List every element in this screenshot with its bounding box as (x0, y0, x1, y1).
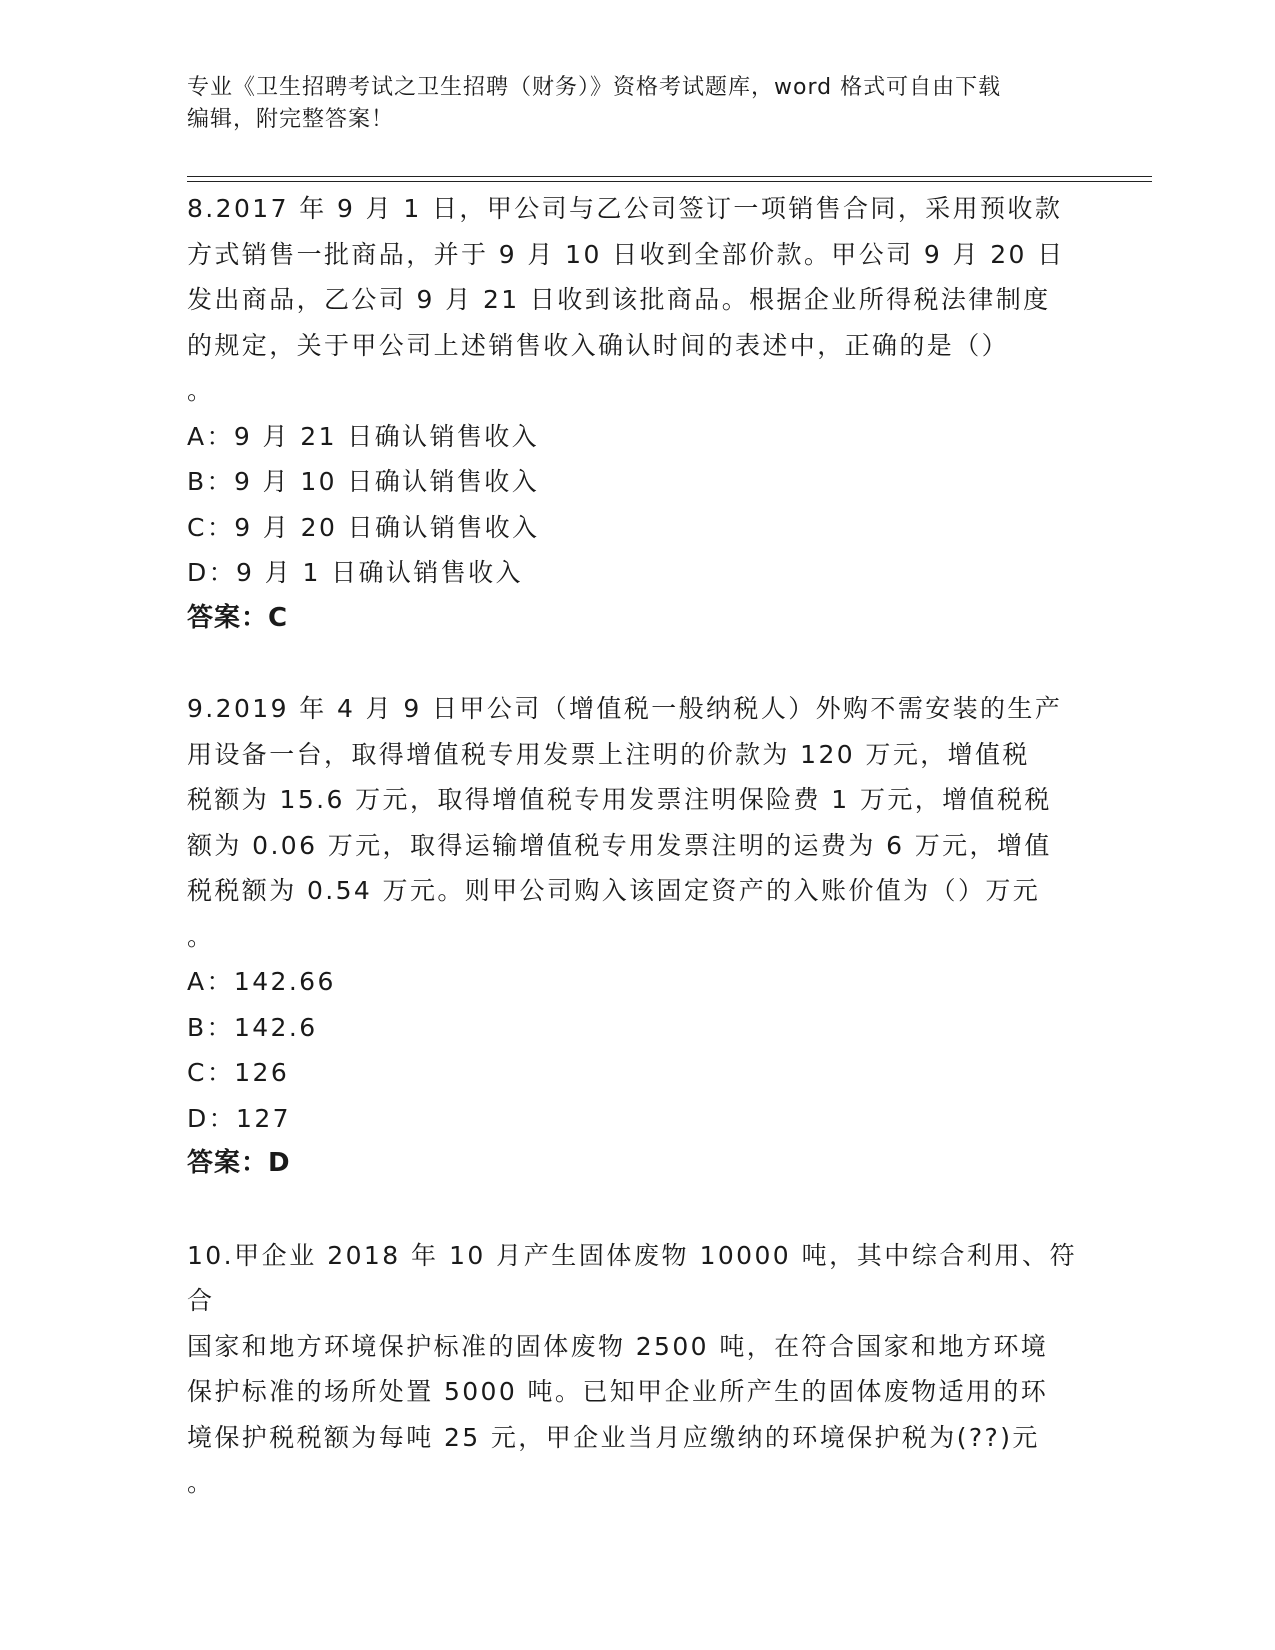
question-spacer (187, 641, 1077, 686)
question-list (187, 186, 1077, 1506)
document-header (187, 72, 1057, 136)
question-stem-line: 税税额为 0.54 万元。则甲公司购入该固定资产的入账价值为（）万元 (187, 876, 1041, 905)
option-a: A：142.66 (187, 967, 336, 996)
option-c: C：9 月 20 日确认销售收入 (187, 512, 540, 542)
question-stem-line: 的规定，关于甲公司上述销售收入确认时间的表述中，正确的是（） (187, 330, 1010, 360)
header-line-2: 编辑，附完整答案！ (187, 107, 395, 132)
option-b: B：9 月 10 日确认销售收入 (187, 467, 540, 496)
option-d: D：9 月 1 日确认销售收入 (187, 558, 523, 587)
question-spacer (187, 1187, 1077, 1233)
option-a: A：9 月 21 日确认销售收入 (187, 421, 540, 451)
question-stem-line: 10.甲企业 2018 年 10 月产生固体废物 10000 吨，其中综合利用、符合 (187, 1240, 1077, 1315)
question-stem-line: 用设备一台，取得增值税专用发票上注明的价款为 120 万元，增值税 (187, 739, 1030, 769)
question-stem-line: 税额为 15.6 万元，取得增值税专用发票注明保险费 1 万元，增值税税 (187, 785, 1052, 814)
question-10 (187, 1233, 1077, 1506)
question-stem-line: 国家和地方环境保护标准的固体废物 2500 吨，在符合国家和地方环境 (187, 1331, 1049, 1361)
option-b: B：142.6 (187, 1012, 318, 1042)
answer: 答案：D (187, 1148, 291, 1178)
question-stem-line: 。 (187, 376, 215, 405)
answer: 答案：C (187, 602, 289, 633)
header-divider-top (187, 176, 1152, 177)
header-divider-bottom (187, 181, 1152, 182)
question-stem-line: 境保护税税额为每吨 25 元，甲企业当月应缴纳的环境保护税为(??)元 (187, 1422, 1040, 1452)
question-stem-line: 保护标准的场所处置 5000 吨。已知甲企业所产生的固体废物适用的环 (187, 1377, 1049, 1406)
question-stem-line: 发出商品，乙公司 9 月 21 日收到该批商品。根据企业所得税法律制度 (187, 285, 1051, 314)
header-line-1: 专业《卫生招聘考试之卫生招聘（财务）》资格考试题库，word 格式可自由下载 (187, 75, 1002, 100)
question-8 (187, 186, 1077, 641)
question-stem-line: 。 (187, 1468, 215, 1497)
option-c: C：126 (187, 1058, 290, 1087)
question-stem-line: 8.2017 年 9 月 1 日，甲公司与乙公司签订一项销售合同，采用预收款 (187, 194, 1063, 223)
question-9 (187, 686, 1077, 1187)
question-stem-line: 9.2019 年 4 月 9 日甲公司（增值税一般纳税人）外购不需安装的生产 (187, 694, 1063, 723)
question-stem-line: 方式销售一批商品，并于 9 月 10 日收到全部价款。甲公司 9 月 20 日 (187, 239, 1065, 269)
question-stem-line: 。 (187, 921, 215, 951)
question-stem-line: 额为 0.06 万元，取得运输增值税专用发票注明的运费为 6 万元，增值 (187, 830, 1052, 860)
option-d: D：127 (187, 1103, 291, 1133)
